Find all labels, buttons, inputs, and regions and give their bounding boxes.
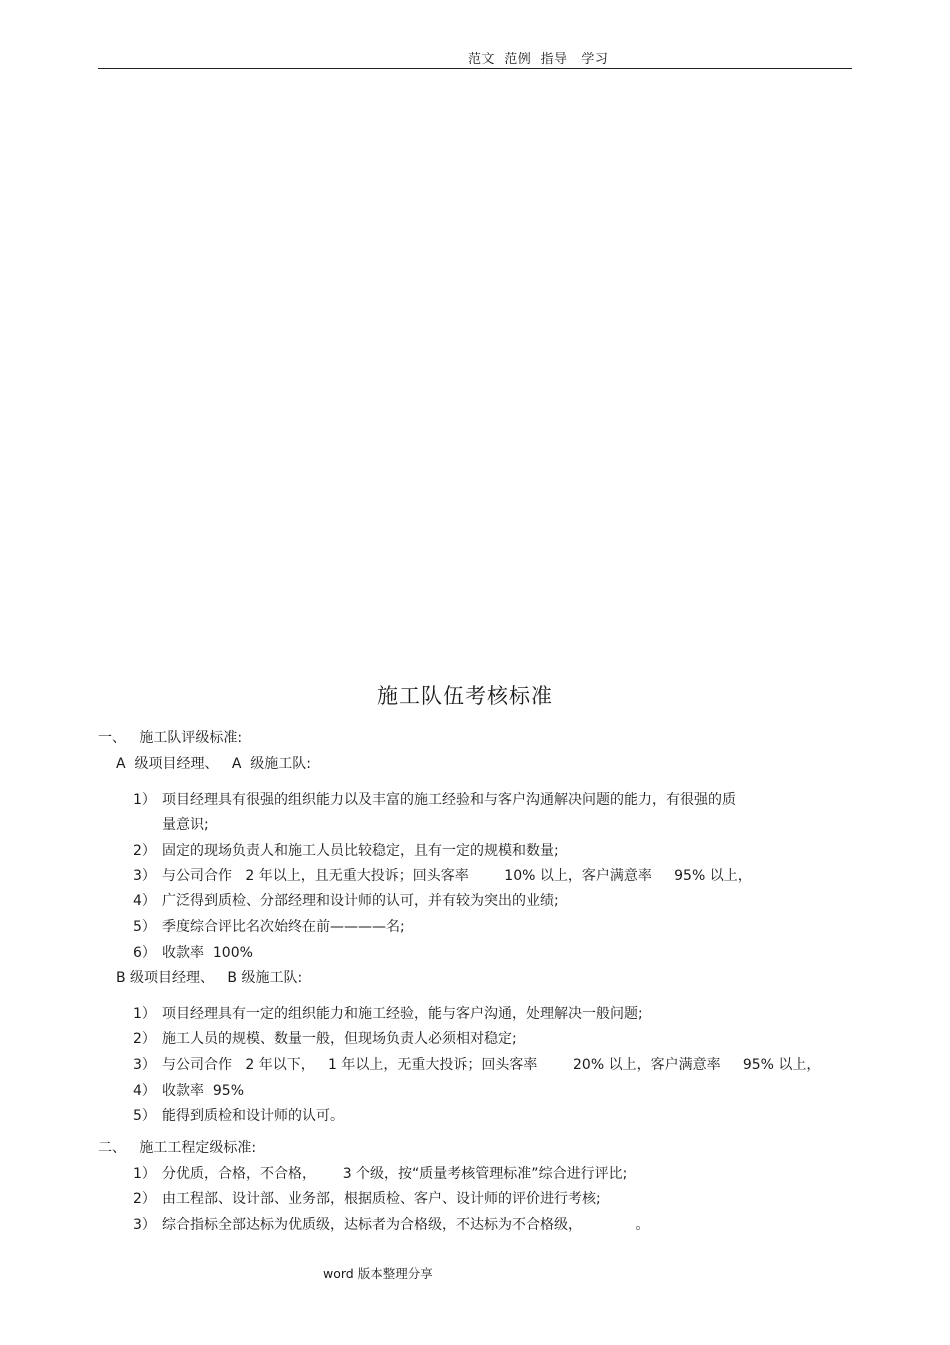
grade-a-heading: A 级项目经理、 A 级施工队: (116, 756, 312, 772)
header-text: 范文 范例 指导 学习 (468, 52, 609, 67)
list-item-number: 3） (133, 1217, 156, 1233)
page-footer: word 版本整理分享 (323, 1266, 433, 1281)
list-item-text: 综合指标全部达标为优质级，达标者为合格级，不达标为不合格级， 。 (162, 1217, 650, 1233)
list-item-number: 2） (133, 1031, 156, 1047)
list-item-number: 6） (133, 945, 156, 961)
list-item-text: 与公司合作 2 年以上，且无重大投诉；回头客率 10% 以上，客户满意率 95% 以上， (162, 868, 752, 884)
list-item-text: 项目经理具有一定的组织能力和施工经验，能与客户沟通，处理解决一般问题; (162, 1006, 643, 1022)
list-item-number: 2） (133, 1191, 156, 1207)
list-item-number: 4） (133, 893, 156, 909)
section2-heading: 二、 施工工程定级标准: (98, 1140, 257, 1156)
list-item-text: 广泛得到质检、分部经理和设计师的认可，并有较为突出的业绩; (162, 893, 559, 909)
list-item-text: 与公司合作 2 年以下， 1 年以上，无重大投诉；回头客率 20% 以上，客户满意率 95% 以上， (162, 1057, 821, 1073)
list-item-text: 由工程部、设计部、业务部，根据质检、客户、设计师的评价进行考核; (162, 1191, 601, 1207)
list-item-continuation: 量意识; (162, 817, 209, 833)
grade-b-heading: B 级项目经理、 B 级施工队: (116, 970, 303, 986)
list-item-number: 2） (133, 843, 156, 859)
header-divider (98, 68, 852, 69)
document-title: 施工队伍考核标准 (377, 684, 553, 708)
list-item-number: 3） (133, 1057, 156, 1073)
list-item-number: 1） (133, 1166, 156, 1182)
list-item-number: 1） (133, 792, 156, 808)
list-item-number: 5） (133, 919, 156, 935)
section1-heading: 一、 施工队评级标准: (98, 730, 243, 746)
list-item-text: 季度综合评比名次始终在前————名; (162, 919, 405, 935)
list-item-text: 分优质，合格，不合格， 3 个级，按“质量考核管理标准”综合进行评比; (162, 1166, 628, 1182)
list-item-number: 4） (133, 1083, 156, 1099)
list-item-number: 5） (133, 1108, 156, 1124)
list-item-text: 能得到质检和设计师的认可。 (162, 1108, 344, 1124)
list-item-number: 3） (133, 868, 156, 884)
list-item-text: 施工人员的规模、数量一般，但现场负责人必须相对稳定; (162, 1031, 517, 1047)
list-item-text: 收款率 100% (162, 945, 253, 961)
list-item-text: 项目经理具有很强的组织能力以及丰富的施工经验和与客户沟通解决问题的能力，有很强的质 (162, 792, 736, 808)
list-item-text: 收款率 95% (162, 1083, 245, 1099)
list-item-number: 1） (133, 1006, 156, 1022)
list-item-text: 固定的现场负责人和施工人员比较稳定，且有一定的规模和数量; (162, 843, 559, 859)
